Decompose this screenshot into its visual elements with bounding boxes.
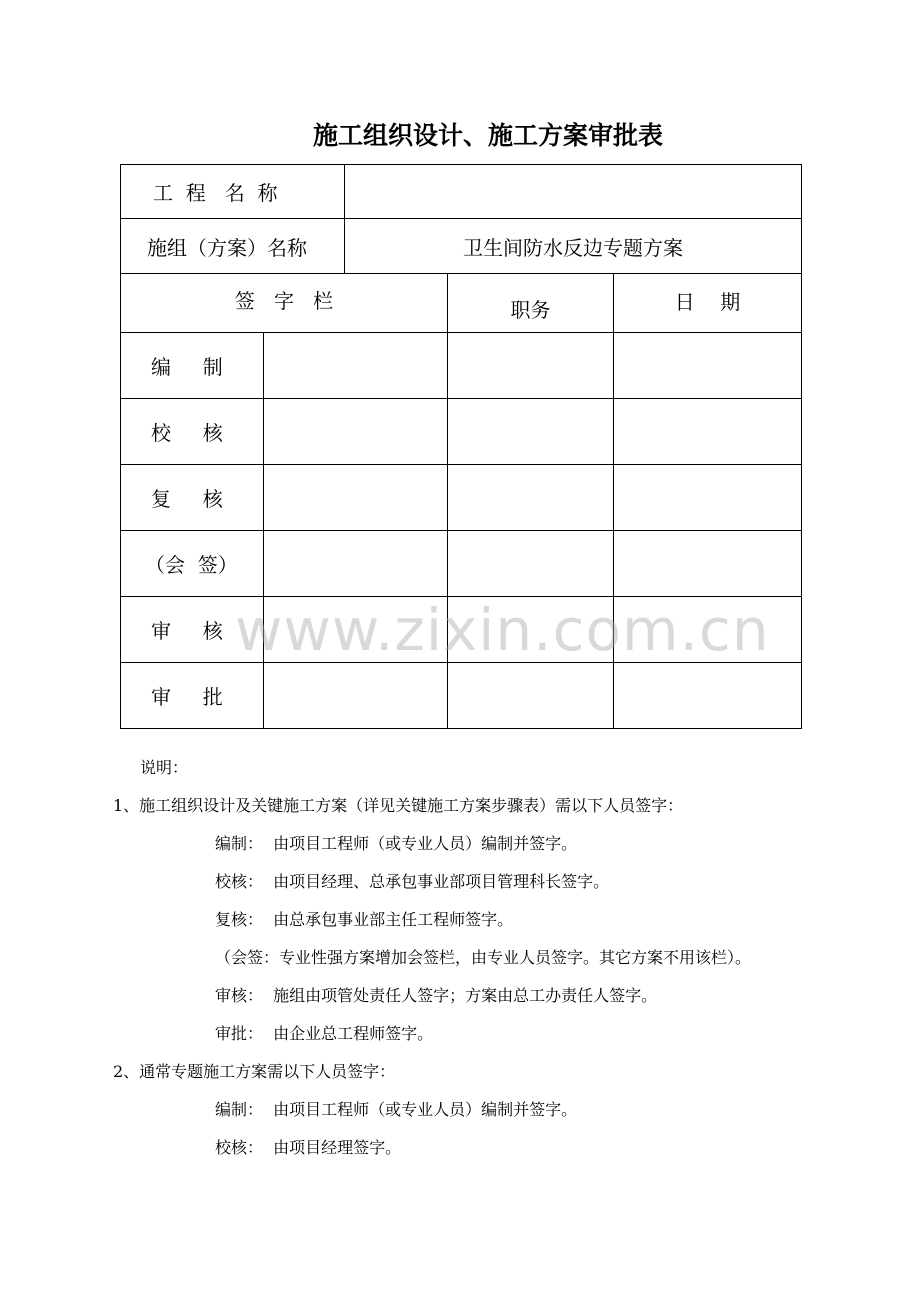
notes-item: 编制： 由项目工程师（或专业人员）编制并签字。 [215,834,578,853]
notes-item: 审批： 由企业总工程师签字。 [215,1024,434,1043]
row-label-approve: 审 批 [121,663,264,729]
date-cell[interactable] [614,399,802,465]
date-column-header: 日 期 [614,274,802,333]
date-cell[interactable] [614,531,802,597]
document-title: 施工组织设计、施工方案审批表 [312,121,663,150]
sign-header-row [121,274,802,333]
row-label-countersign: （会 签） [121,531,264,597]
sign-column-header: 签 字 栏 [121,274,448,333]
position-cell[interactable] [448,663,614,729]
position-cell[interactable] [448,333,614,399]
position-cell[interactable] [448,465,614,531]
notes-heading: 说明： [140,758,189,777]
position-cell[interactable] [448,531,614,597]
table-row [121,465,802,531]
signature-cell[interactable] [264,465,448,531]
watermark: www.zixin.com.cn [235,596,770,664]
position-column-header: 职务 [448,274,614,333]
signature-cell[interactable] [264,333,448,399]
table-row [121,597,802,663]
scheme-name-label: 施组（方案）名称 [121,219,345,274]
table-row [121,531,802,597]
approval-table [120,164,802,729]
project-name-value[interactable] [345,165,802,219]
project-name-row [121,165,802,219]
scheme-name-value[interactable]: 卫生间防水反边专题方案 [345,219,802,274]
row-label-compile: 编 制 [121,333,264,399]
notes-item: 复核： 由总承包事业部主任工程师签字。 [215,910,514,929]
row-label-recheck: 复 核 [121,465,264,531]
date-cell[interactable] [614,333,802,399]
signature-cell[interactable] [264,531,448,597]
table-row [121,333,802,399]
date-cell[interactable] [614,663,802,729]
table-row [121,399,802,465]
notes-item: （会签：专业性强方案增加会签栏，由专业人员签字。其它方案不用该栏）。 [215,948,752,967]
table-row [121,663,802,729]
notes-section-1: 1、施工组织设计及关键施工方案（详见关键施工方案步骤表）需以下人员签字： [113,796,684,815]
position-cell[interactable] [448,399,614,465]
project-name-label: 工 程 名 称 [121,165,345,219]
signature-cell[interactable] [264,663,448,729]
notes-item: 审核： 施组由项管处责任人签字；方案由总工办责任人签字。 [215,986,658,1005]
notes-section-2: 2、通常专题施工方案需以下人员签字： [113,1062,396,1081]
row-label-check: 校 核 [121,399,264,465]
date-cell[interactable] [614,597,802,663]
row-label-review: 审 核 [121,597,264,663]
notes-item: 校核： 由项目经理、总承包事业部项目管理科长签字。 [215,872,610,891]
date-cell[interactable] [614,465,802,531]
notes-item: 编制： 由项目工程师（或专业人员）编制并签字。 [215,1100,578,1119]
scheme-name-row [121,219,802,274]
position-cell[interactable] [448,597,614,663]
notes-item: 校核： 由项目经理签字。 [215,1138,402,1157]
signature-cell[interactable] [264,597,448,663]
signature-cell[interactable] [264,399,448,465]
